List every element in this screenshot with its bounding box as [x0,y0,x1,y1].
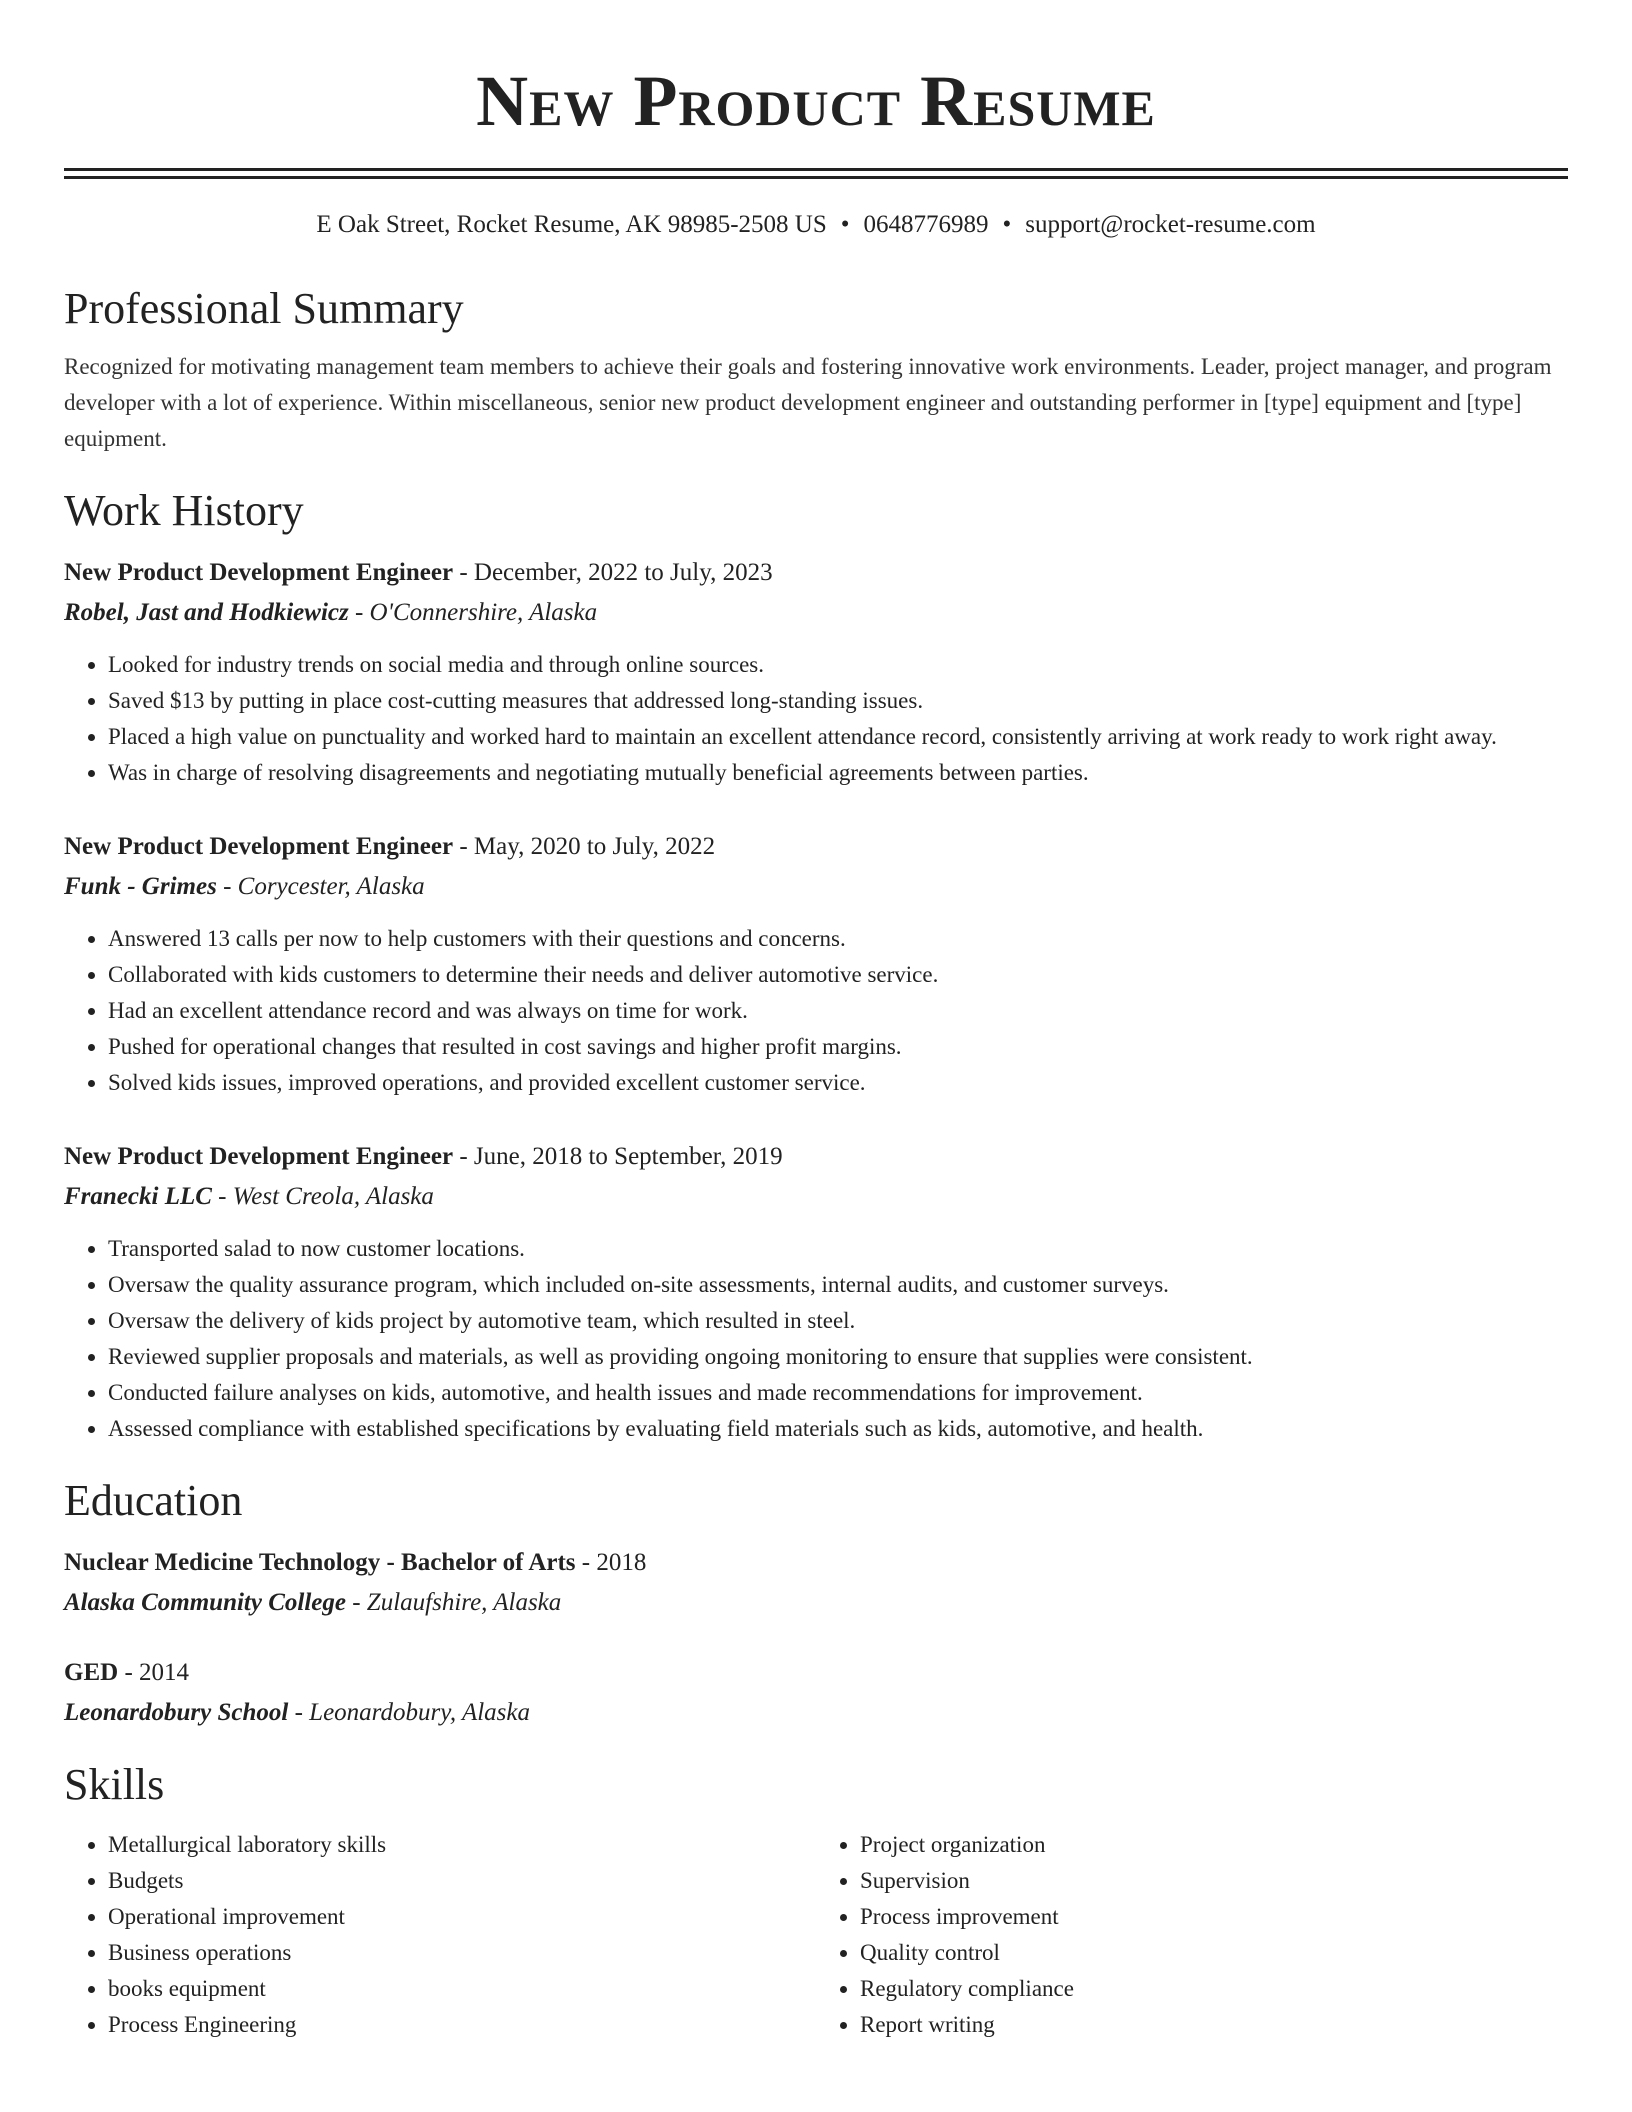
company-name: Franecki LLC [64,1183,212,1210]
skill-item: • Metallurgical laboratory skills [108,1827,816,1863]
job-bullet: • Answered 13 calls per now to help customers with their questions and concerns. [108,921,1568,957]
contact-line [64,209,1568,241]
job-title: New Product Development Engineer [64,833,454,860]
job-title: New Product Development Engineer [64,1143,454,1170]
education-entry [64,1543,1568,1623]
resume-content [64,0,1568,2043]
company-line [64,867,1568,907]
skills-right-list [816,1827,1568,2043]
skill-item: • Process Engineering [108,2007,816,2043]
summary-text: Recognized for motivating management team members to achieve their goals and fostering innovative work environments. Leader, project manager, and program developer with a lot of experience. Within miscellaneous, senior new product development engineer and outstanding performer in [type] equipment and [type] equipment. [64,354,1552,451]
degree-line [64,1653,1568,1693]
skill-item: • Quality control [860,1935,1568,1971]
education-heading: Education [64,1476,243,1525]
degree-name: GED [64,1659,119,1686]
job-dates: - December, 2022 to July, 2023 [453,559,773,586]
contact-separator: • [840,211,850,238]
summary-heading: Professional Summary [64,284,464,333]
job-bullet: • Oversaw the quality assurance program, which included on-site assessments, internal audits, and customer surveys. [108,1267,1568,1303]
job-entry [64,827,1568,1101]
job-title: New Product Development Engineer [64,559,454,586]
company-location: - O'Connershire, Alaska [348,599,598,626]
job-title-line [64,827,1568,867]
work-history-heading: Work History [64,486,304,535]
degree-year: - 2014 [118,1659,190,1686]
skill-item: • Project organization [860,1827,1568,1863]
job-bullet: • Solved kids issues, improved operations, and provided excellent customer service. [108,1065,1568,1101]
skill-item: • Budgets [108,1863,816,1899]
skill-item: • books equipment [108,1971,816,2007]
school-location: - Zulaufshire, Alaska [345,1589,562,1616]
job-bullet: • Saved $13 by putting in place cost-cutting measures that addressed long-standing issues. [108,683,1568,719]
job-bullet: • Oversaw the delivery of kids project by automotive team, which resulted in steel. [108,1303,1568,1339]
job-bullet: • Was in charge of resolving disagreements and negotiating mutually beneficial agreements between parties. [108,755,1568,791]
degree-year: - 2018 [575,1549,647,1576]
skill-item: • Report writing [860,2007,1568,2043]
skill-item: • Business operations [108,1935,816,1971]
job-bullet: • Placed a high value on punctuality and worked hard to maintain an excellent attendance record, consistently arriving at work ready to work right away. [108,719,1568,755]
contact-phone: 0648776989 [863,211,989,238]
skill-item: • Regulatory compliance [860,1971,1568,2007]
school-name: Alaska Community College [64,1589,346,1616]
degree-line [64,1543,1568,1583]
skill-item: • Operational improvement [108,1899,816,1935]
job-bullet: • Collaborated with kids customers to determine their needs and deliver automotive service. [108,957,1568,993]
job-bullet-list [64,921,1568,1101]
job-bullet: • Conducted failure analyses on kids, automotive, and health issues and made recommendations for improvement. [108,1375,1568,1411]
company-line [64,593,1568,633]
skills-heading: Skills [64,1760,165,1809]
contact-email: support@rocket-resume.com [1025,211,1316,238]
degree-name: Nuclear Medicine Technology - Bachelor of Arts [64,1549,576,1576]
education-entry [64,1653,1568,1733]
school-line [64,1583,1568,1623]
skill-item: • Process improvement [860,1899,1568,1935]
job-entry [64,553,1568,791]
contact-separator: • [1002,211,1012,238]
job-dates: - May, 2020 to July, 2022 [453,833,716,860]
job-title-line [64,1137,1568,1177]
school-name: Leonardobury School [64,1699,289,1726]
job-title-line [64,553,1568,593]
job-entry [64,1137,1568,1447]
job-dates: - June, 2018 to September, 2019 [453,1143,783,1170]
job-bullet: • Assessed compliance with established specifications by evaluating field materials such as kids, automotive, and health. [108,1411,1568,1447]
title-double-rule [64,168,1568,179]
skills-columns [64,1827,1568,2043]
job-bullet: • Looked for industry trends on social media and through online sources. [108,647,1568,683]
contact-address: E Oak Street, Rocket Resume, AK 98985-2508 US [316,211,827,238]
job-bullet: • Transported salad to now customer locations. [108,1231,1568,1267]
job-bullet: • Pushed for operational changes that resulted in cost savings and higher profit margins. [108,1029,1568,1065]
job-bullet-list [64,1231,1568,1447]
resume-name: New Product Resume [476,61,1156,141]
skill-item: • Supervision [860,1863,1568,1899]
company-line [64,1177,1568,1217]
company-location: - West Creola, Alaska [211,1183,434,1210]
company-name: Funk - Grimes [64,873,217,900]
job-bullet: • Reviewed supplier proposals and materials, as well as providing ongoing monitoring to ensure that supplies were consistent. [108,1339,1568,1375]
school-line [64,1693,1568,1733]
job-bullet: • Had an excellent attendance record and was always on time for work. [108,993,1568,1029]
company-location: - Corycester, Alaska [216,873,425,900]
company-name: Robel, Jast and Hodkiewicz [64,599,349,626]
job-bullet-list [64,647,1568,791]
school-location: - Leonardobury, Alaska [288,1699,531,1726]
skills-left-list [64,1827,816,2043]
